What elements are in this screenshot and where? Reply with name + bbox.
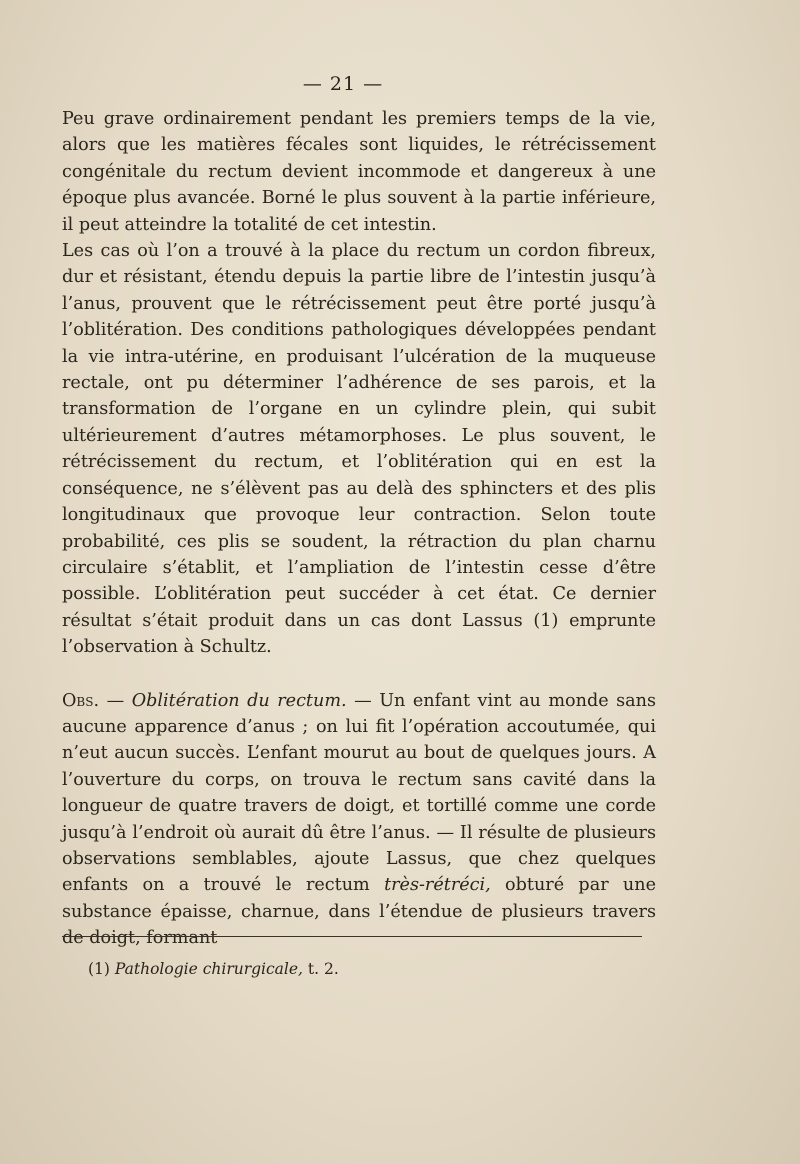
- footnote-rest: t. 2.: [302, 960, 339, 978]
- footnote: [88, 958, 648, 980]
- paragraph-1: Peu grave ordinairement pendant les premiers temps de la vie, alors que les matières fécales sont liquides, le rétrécissement congénitale du rectum devient incommode et dangereux à une époque plus avancée. Borné le plus souvent à la partie inférieure, il peut atteindre la totalité de cet intestin.: [62, 109, 656, 235]
- observation-paragraph: Obs. — Oblitération du rectum. — Un enfant vint au monde sans aucune apparence d’anus ; on lui fit l’opération accoutumée, qui n’eut aucun succès. L’enfant mourut au bout de quelques jours. A l’ouverture du corps, on trouva le rectum sans cavité dans la longueur de quatre travers de doigt, et tortillé comme une corde jusqu’à l’endroit où aurait dû être l’anus. — Il résulte de plusieurs observations semblables, ajoute Lassus, que chez quelques enfants on a trouvé le rectum très-rétréci, obturé par une substance épaisse, charnue, dans l’étendue de plusieurs travers de doigt, formant: [62, 690, 656, 949]
- footnote-rule: [62, 936, 642, 937]
- observation-emphasis: très-rétréci,: [384, 875, 491, 896]
- footnote-marker: (1): [88, 960, 110, 978]
- paragraph-gap: [62, 661, 656, 688]
- observation-text-1: — Un enfant vint au monde sans aucune apparence d’anus ; on lui fit l’opération accoutumée, qui n’eut aucun succès. L’enfant mourut au bout de quelques jours. A l’ouverture du corps, on trouva le rectum sans cavité dans la longueur de quatre travers de doigt, et tortillé comme une corde jusqu’à l’endroit où aurait dû être l’anus. — Il résulte de plusieurs observations semblables, ajoute Lassus, que chez quelques enfants on a trouvé le rectum: [62, 690, 656, 896]
- main-text: [62, 106, 656, 952]
- observation-label: Obs.: [62, 690, 100, 711]
- footnote-title: Pathologie chirurgicale,: [114, 960, 303, 978]
- paragraph-2: Les cas où l’on a trouvé à la place du rectum un cordon fibreux, dur et résistant, étendu depuis la partie libre de l’intestin jusqu’à l’anus, prouvent que le rétrécissement peut être porté jusqu’à l’oblitération. Des conditions pathologiques développées pendant la vie intra-utérine, en produisant l’ulcération de la muqueuse rectale, ont pu déterminer l’adhérence de ses parois, et la transformation de l’organe en un cylindre plein, qui subit ultérieurement d’autres métamorphoses. Le plus souvent, le rétrécissement du rectum, et l’oblitération qui en est la conséquence, ne s’élèvent pas au delà des sphincters et des plis longitudinaux que provoque leur contraction. Selon toute probabilité, ces plis se soudent, la rétraction du plan charnu circulaire s’établit, et l’ampliation de l’intestin cesse d’être possible. L’oblitération peut succéder à cet état. Ce dernier résultat s’était produit dans un cas dont Lassus (1) emprunte l’observation à Schultz.: [62, 241, 656, 658]
- observation-text-2: obturé par une substance épaisse, charnue, dans l’étendue de plusieurs travers de doigt, formant: [62, 875, 656, 949]
- page-number: — 21 —: [302, 73, 384, 95]
- observation-title: Oblitération du rectum.: [131, 690, 347, 711]
